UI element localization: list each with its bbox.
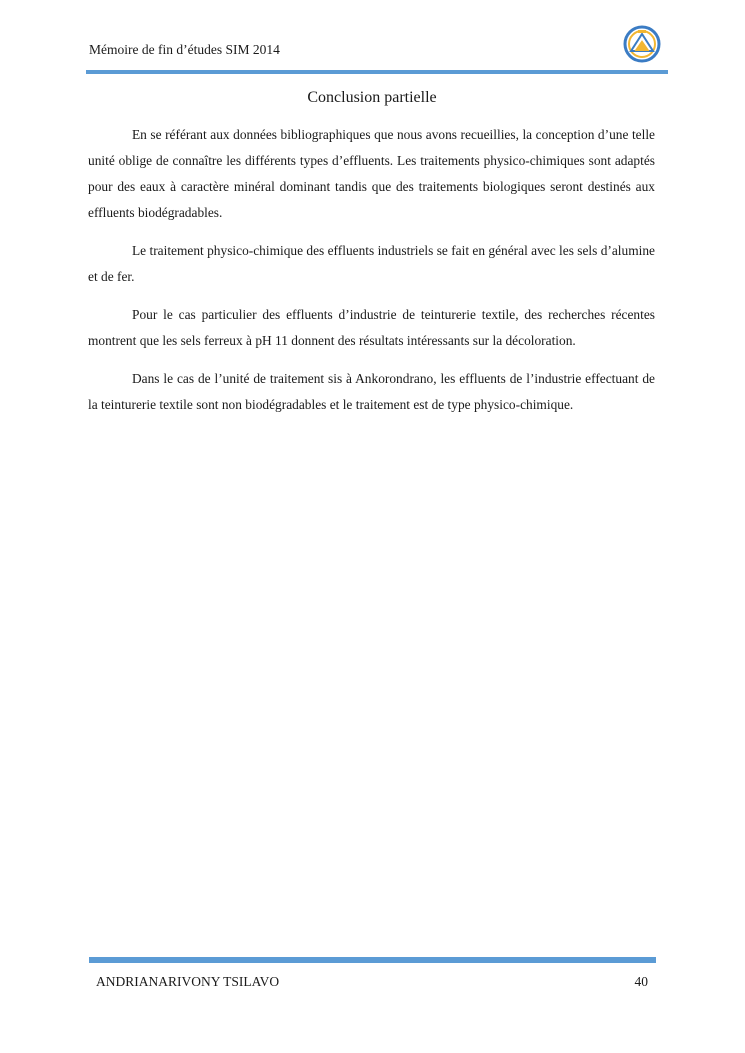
paragraph: Pour le cas particulier des effluents d’industrie de teinturerie textile, des recherches récentes montrent que les sels ferreux à pH 11 donnent des résultats intéressants sur la décoloration.	[88, 307, 655, 348]
university-emblem-icon	[622, 24, 662, 64]
body-text	[88, 122, 655, 430]
header-rule	[86, 70, 668, 74]
footer-author: ANDRIANARIVONY TSILAVO	[96, 974, 280, 989]
paragraph: Dans le cas de l’unité de traitement sis à Ankorondrano, les effluents de l’industrie effectuant de la teinturerie textile sont non biodégradables et le traitement est de type physico-chimique.	[88, 371, 655, 412]
footer-rule	[89, 957, 656, 963]
page-number: 40	[634, 974, 648, 989]
header-title: Mémoire de fin d’études SIM 2014	[89, 42, 280, 57]
section-title: Conclusion partielle	[307, 89, 437, 106]
paragraph: En se référant aux données bibliographiques que nous avons recueillies, la conception d’une telle unité oblige de connaître les différents types d’effluents. Les traitements physico-chimiques sont adaptés pour des eaux à caractère minéral dominant tandis que des traitements biologiques seront destinés aux effluents biodégradables.	[88, 127, 655, 220]
paragraph: Le traitement physico-chimique des effluents industriels se fait en général avec les sels d’alumine et de fer.	[88, 243, 655, 284]
